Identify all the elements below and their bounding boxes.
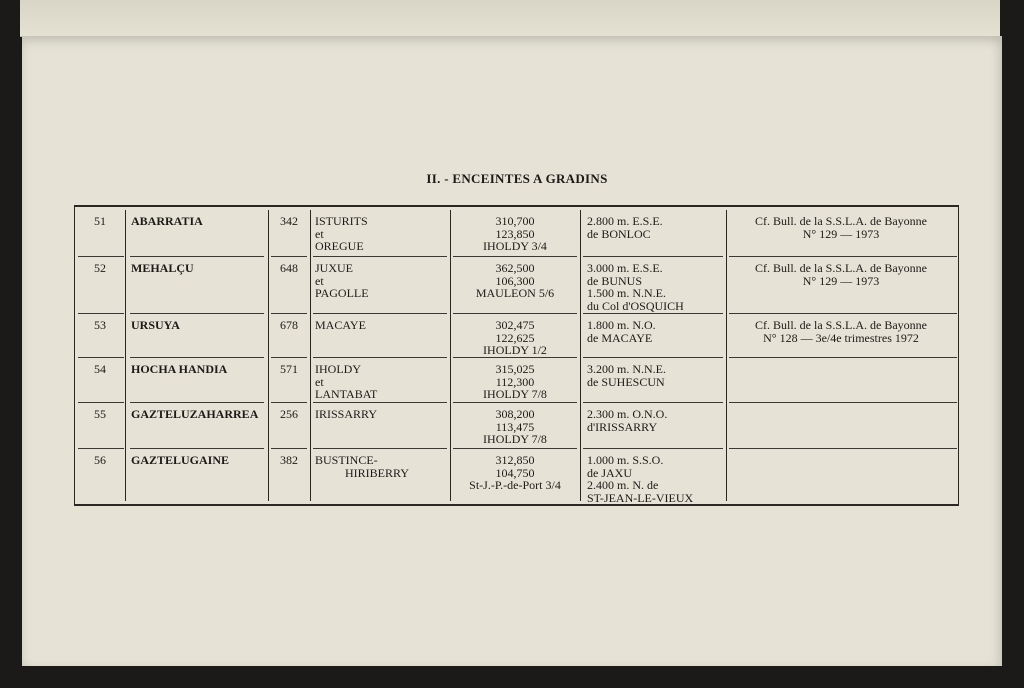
site-location-line: 1.000 m. S.S.O. — [587, 453, 664, 467]
site-location-line: 1.500 m. N.N.E. — [587, 286, 666, 300]
site-coordinates-line: St-J.-P.-de-Port 3/4 — [469, 478, 561, 492]
site-name: GAZTELUGAINE — [131, 453, 230, 467]
site-reference-line: Cf. Bull. de la S.S.L.A. de Bayonne — [755, 214, 927, 228]
row-separator — [583, 448, 723, 449]
site-location-line: 2.400 m. N. de — [587, 478, 659, 492]
site-altitude: 648 — [280, 261, 298, 275]
site-coordinates-line: 123,850 — [495, 226, 535, 241]
row-separator — [78, 448, 124, 449]
row-separator — [313, 313, 447, 314]
row-separator — [729, 448, 957, 449]
site-commune-line: ISTURITS — [315, 214, 368, 228]
site-reference-line: Cf. Bull. de la S.S.L.A. de Bayonne — [755, 261, 927, 275]
row-separator — [729, 256, 957, 257]
row-separator — [453, 448, 577, 449]
site-coordinates-line: 310,700 — [495, 214, 535, 228]
site-reference-line: N° 128 — 3e/4e trimestres 1972 — [763, 330, 919, 345]
site-location-line: de BONLOC — [587, 226, 651, 241]
site-number: 56 — [94, 453, 106, 467]
row-separator — [583, 256, 723, 257]
site-coordinates-line: IHOLDY 7/8 — [483, 387, 547, 401]
table-row — [75, 258, 958, 315]
table-row — [75, 211, 958, 258]
site-number: 55 — [94, 407, 106, 421]
row-separator — [78, 402, 124, 403]
site-altitude: 382 — [280, 453, 298, 467]
site-number: 52 — [94, 261, 106, 275]
site-commune — [315, 262, 447, 300]
row-separator — [78, 256, 124, 257]
site-commune-line: et — [315, 273, 324, 288]
site-coordinates-line: MAULEON 5/6 — [475, 286, 555, 300]
site-commune-line: HIRIBERRY — [345, 465, 410, 480]
row-separator — [130, 357, 264, 358]
site-number: 54 — [94, 362, 106, 376]
site-location-line: d'IRISSARRY — [587, 419, 658, 434]
site-location — [587, 215, 725, 240]
site-commune-line: BUSTINCE- — [315, 453, 378, 467]
row-separator — [130, 313, 264, 314]
site-coordinates — [450, 319, 580, 357]
site-reference-line: N° 129 — 1973 — [802, 226, 880, 241]
site-commune-line: MACAYE — [315, 318, 366, 332]
site-reference-line: N° 129 — 1973 — [802, 273, 880, 288]
row-separator — [729, 313, 957, 314]
site-reference — [730, 215, 952, 240]
site-coordinates-line: IHOLDY 3/4 — [483, 239, 547, 253]
site-commune — [315, 363, 447, 401]
site-reference — [730, 319, 952, 344]
table-row — [75, 450, 958, 504]
site-coordinates-line: 362,500 — [495, 261, 535, 275]
row-separator — [453, 313, 577, 314]
site-name: ABARRATIA — [131, 214, 203, 228]
row-separator — [583, 313, 723, 314]
row-separator — [130, 448, 264, 449]
row-separator — [313, 448, 447, 449]
row-separator — [453, 357, 577, 358]
row-separator — [313, 357, 447, 358]
row-separator — [130, 256, 264, 257]
site-coordinates-line: 104,750 — [495, 465, 535, 480]
sites-table — [74, 205, 959, 506]
site-commune-line: et — [315, 374, 324, 389]
site-coordinates-line: 315,025 — [495, 362, 535, 376]
site-location-line: de MACAYE — [587, 330, 653, 345]
site-coordinates-line: 302,475 — [495, 318, 535, 332]
row-separator — [78, 313, 124, 314]
site-name: URSUYA — [131, 318, 180, 332]
row-separator — [271, 256, 307, 257]
site-commune-line: et — [315, 226, 324, 241]
site-commune-line: PAGOLLE — [315, 286, 369, 300]
site-coordinates-line: 308,200 — [495, 407, 535, 421]
site-location-line: du Col d'OSQUICH — [587, 298, 684, 313]
site-location-line: ST-JEAN-LE-VIEUX — [587, 490, 694, 505]
site-name: GAZTELUZAHARREA — [131, 407, 259, 421]
row-separator — [583, 357, 723, 358]
row-separator — [313, 402, 447, 403]
table-row — [75, 359, 958, 404]
site-location-line: 1.800 m. N.O. — [587, 318, 656, 332]
row-separator — [271, 313, 307, 314]
site-coordinates-line: 312,850 — [495, 453, 535, 467]
site-location-line: de BUNUS — [587, 273, 643, 288]
site-number: 53 — [94, 318, 106, 332]
site-coordinates — [450, 262, 580, 300]
row-separator — [271, 402, 307, 403]
site-location — [587, 319, 725, 344]
site-location — [587, 262, 725, 312]
site-location-line: de SUHESCUN — [587, 374, 665, 389]
site-reference-line: Cf. Bull. de la S.S.L.A. de Bayonne — [755, 318, 927, 332]
site-location-line: 2.300 m. O.N.O. — [587, 407, 668, 421]
row-separator — [78, 357, 124, 358]
site-coordinates-line: IHOLDY 1/2 — [483, 343, 547, 357]
table-row — [75, 404, 958, 450]
site-location — [587, 408, 725, 433]
page-title: II. - ENCEINTES A GRADINS — [426, 171, 608, 186]
site-altitude: 571 — [280, 362, 298, 376]
row-separator — [313, 256, 447, 257]
site-commune-line: IRISSARRY — [315, 407, 378, 421]
site-name: MEHALÇU — [131, 261, 194, 275]
row-separator — [271, 448, 307, 449]
site-commune — [315, 319, 447, 332]
site-name: HOCHA HANDIA — [131, 362, 228, 376]
row-separator — [583, 402, 723, 403]
site-location — [587, 454, 725, 504]
site-altitude: 342 — [280, 214, 298, 228]
row-separator — [729, 357, 957, 358]
site-coordinates-line: IHOLDY 7/8 — [483, 432, 547, 446]
site-coordinates — [450, 215, 580, 253]
site-commune-line: JUXUE — [315, 261, 353, 275]
table-row — [75, 315, 958, 359]
site-coordinates-line: 122,625 — [495, 330, 535, 345]
row-separator — [729, 402, 957, 403]
site-commune — [315, 215, 447, 253]
site-coordinates-line: 113,475 — [495, 419, 535, 434]
site-location-line: 3.200 m. N.N.E. — [587, 362, 666, 376]
site-location-line: 3.000 m. E.S.E. — [587, 261, 663, 275]
row-separator — [271, 357, 307, 358]
site-number: 51 — [94, 214, 106, 228]
site-location — [587, 363, 725, 388]
site-commune-line: OREGUE — [315, 239, 364, 253]
site-altitude: 256 — [280, 407, 298, 421]
site-coordinates-line: 106,300 — [495, 273, 535, 288]
site-commune — [315, 408, 447, 421]
site-location-line: de JAXU — [587, 465, 632, 480]
site-location-line: 2.800 m. E.S.E. — [587, 214, 663, 228]
site-coordinates — [450, 454, 580, 492]
row-separator — [130, 402, 264, 403]
previous-page-edge — [20, 0, 1000, 37]
site-coordinates — [450, 363, 580, 401]
site-commune — [315, 454, 447, 479]
site-altitude: 678 — [280, 318, 298, 332]
row-separator — [453, 402, 577, 403]
site-coordinates-line: 112,300 — [495, 374, 535, 389]
site-coordinates — [450, 408, 580, 446]
site-commune-line: LANTABAT — [315, 387, 378, 401]
site-commune-line: IHOLDY — [315, 362, 361, 376]
site-reference — [730, 262, 952, 287]
row-separator — [453, 256, 577, 257]
